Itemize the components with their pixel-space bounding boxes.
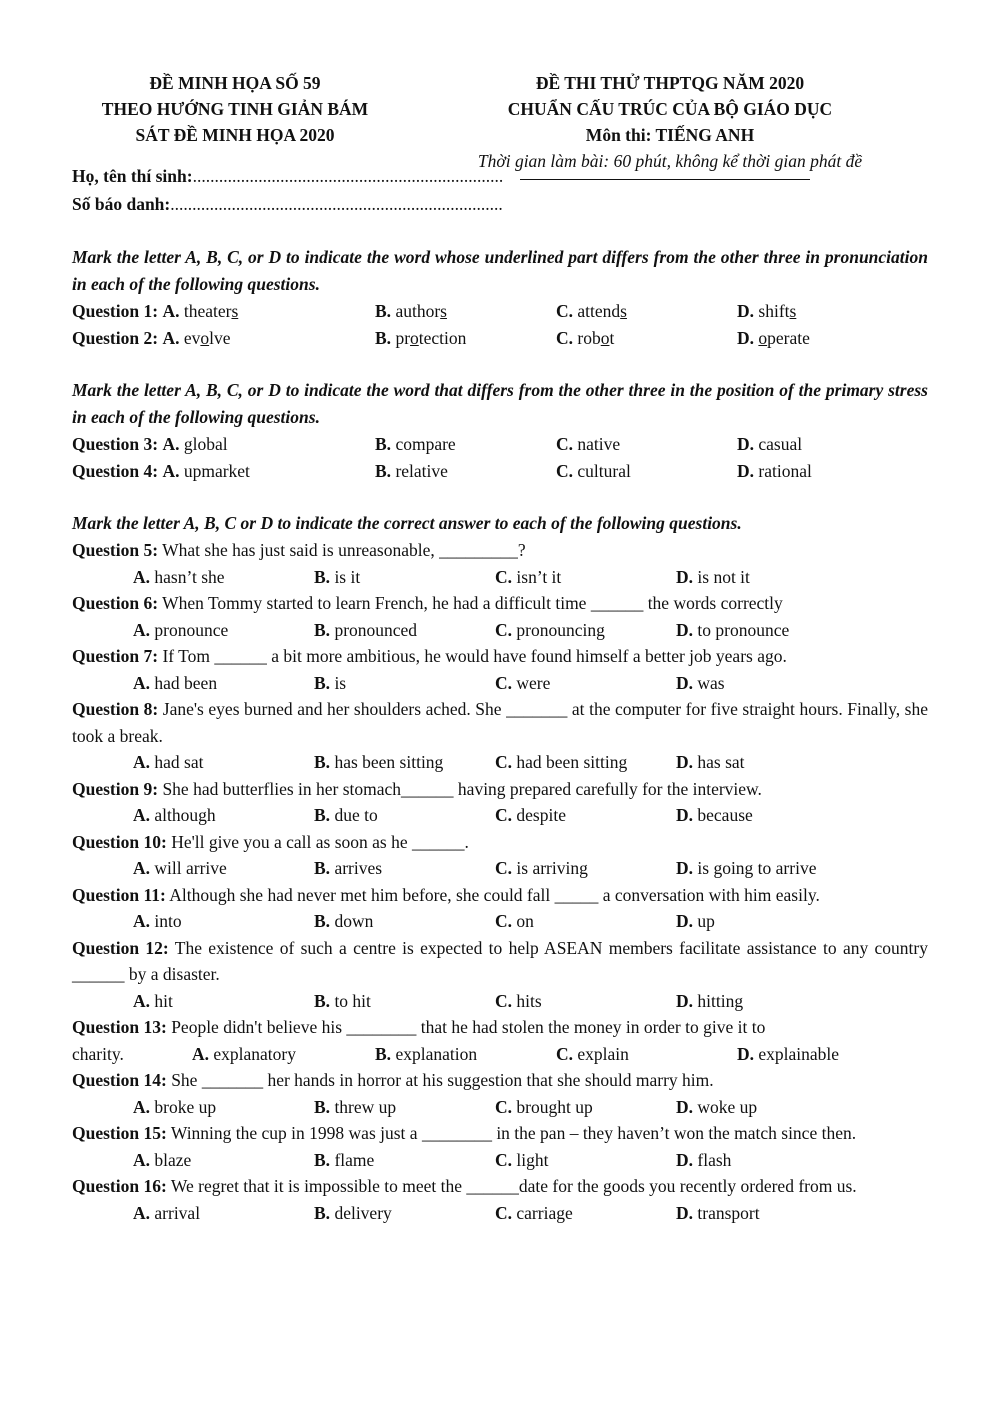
question-stem [72, 1120, 928, 1147]
question-stem [72, 882, 928, 909]
option-text: upmarket [183, 460, 250, 481]
option-letter: C. [556, 434, 574, 454]
option-letter: D. [676, 752, 694, 772]
option-letter: D. [676, 805, 694, 825]
option-a[interactable] [133, 988, 314, 1015]
option-d[interactable] [676, 1200, 857, 1227]
option-text: light [512, 1149, 549, 1170]
underlined-part: s [620, 301, 627, 321]
option-b[interactable] [314, 855, 495, 882]
question-label: Question 10: [72, 831, 167, 852]
header-right-line: ĐỀ THI THỬ THPTQG NĂM 2020 [535, 73, 805, 93]
underlined-part: o [200, 327, 210, 348]
option-text: down [330, 911, 374, 931]
option-letter: D. [676, 990, 694, 1011]
option-letter: B. [375, 460, 392, 481]
option-d[interactable] [676, 855, 857, 882]
option-text: broke up [150, 1096, 217, 1117]
option-a[interactable] [133, 1147, 314, 1174]
options-row [72, 988, 928, 1015]
section-instruction: Mark the letter A, B, C or D to indicate the correct answer to each of the following questions. [72, 513, 742, 533]
question-text: If Tom ______ a bit more ambitious, he would have found himself a better job years ago. [158, 646, 787, 666]
option-letter: C. [495, 566, 513, 587]
question-label: Question 13: [72, 1017, 167, 1037]
options-row [72, 670, 928, 697]
option-text: hit [150, 990, 173, 1011]
option-text: pr [395, 327, 411, 348]
option-letter: D. [676, 566, 694, 587]
question-text: Winning the cup in 1998 was just a ________ in the pan – they haven’t won the match since then. [166, 1123, 857, 1143]
question-row [72, 458, 928, 485]
option-letter: A. [133, 1096, 151, 1117]
option-letter: C. [495, 805, 513, 825]
option-b[interactable] [314, 1200, 495, 1227]
option-d[interactable] [676, 564, 857, 591]
option-a[interactable] [133, 1200, 314, 1227]
option-letter: A. [133, 858, 151, 878]
option-letter: C. [495, 858, 513, 878]
option-b[interactable] [314, 988, 495, 1015]
option-text: casual [758, 434, 803, 454]
header-left [70, 70, 400, 162]
option-text: woke up [693, 1096, 758, 1117]
option-letter: C. [495, 1096, 513, 1117]
question-text: People didn't believe his ________ that he had stolen the money in order to give it to [171, 1017, 766, 1037]
exam-duration: Thời gian làm bài: 60 phút, không kể thời gian phát đề [477, 151, 863, 171]
option-text: pronouncing [512, 619, 605, 640]
option-text: although [150, 805, 216, 825]
option-a[interactable] [133, 564, 314, 591]
option-text: is not it [693, 566, 750, 587]
question-stem [72, 696, 928, 749]
option-text: is it [330, 566, 361, 587]
option-letter: D. [676, 858, 694, 878]
option-a[interactable]: explanatory [213, 1043, 296, 1064]
option-text: delivery [330, 1202, 392, 1223]
option-b[interactable] [314, 802, 495, 829]
question-text: When Tommy started to learn French, he had a difficult time ______ the words correctly [158, 593, 783, 613]
option-d[interactable] [676, 1094, 857, 1121]
option-text: brought up [512, 1096, 593, 1117]
option-c[interactable] [495, 1200, 676, 1227]
option-d[interactable] [676, 1147, 857, 1174]
question-label: Question 6: [72, 593, 159, 613]
option-text: to hit [330, 990, 371, 1011]
option-text: has sat [693, 752, 745, 772]
option-text: arrival [150, 1202, 201, 1223]
option-letter: A. [162, 301, 180, 321]
option-text: pronounced [330, 619, 418, 640]
option-letter: A. [162, 434, 180, 454]
option-letter: B. [314, 672, 331, 693]
option-letter: D. [676, 1149, 694, 1170]
option-c[interactable] [495, 670, 676, 697]
question-label: Question 3: [72, 434, 159, 454]
option-text: isn’t it [512, 566, 562, 587]
option-b[interactable] [314, 908, 495, 935]
question-stem [72, 1014, 928, 1041]
option-letter: C. [556, 460, 574, 481]
option-letter: B. [375, 1043, 392, 1064]
question-text: She _______ her hands in horror at his suggestion that she should marry him. [166, 1070, 714, 1090]
underlined-part: s [440, 301, 447, 321]
option-text: pronounce [150, 619, 229, 640]
option-text: despite [512, 805, 566, 825]
options-row [72, 564, 928, 591]
question-label: Question 7: [72, 646, 159, 666]
option-c[interactable] [495, 1094, 676, 1121]
option-letter: D. [737, 1043, 755, 1064]
option-a[interactable] [133, 855, 314, 882]
option-text: arrives [330, 858, 383, 878]
option-text: will arrive [150, 858, 227, 878]
option-letter: B. [314, 858, 331, 878]
option-text: shift [758, 301, 790, 321]
question-text: What she has just said is unreasonable, _________? [158, 540, 526, 560]
header-left-line: THEO HƯỚNG TINH GIẢN BÁM [101, 99, 369, 119]
option-text: on [512, 911, 534, 931]
option-text: hasn’t she [150, 566, 225, 587]
option-text: hitting [693, 990, 744, 1011]
candidate-id-label: Số báo danh: [72, 194, 171, 214]
option-text: tection [418, 327, 467, 348]
option-c[interactable] [495, 564, 676, 591]
option-letter: C. [495, 990, 513, 1011]
option-text: had sat [150, 752, 204, 772]
options-row [72, 1200, 928, 1227]
option-letter: C. [556, 301, 574, 321]
question-stem [72, 935, 928, 988]
question-label: Question 9: [72, 778, 159, 799]
option-c[interactable] [495, 988, 676, 1015]
option-letter: D. [676, 911, 694, 931]
question-stem [72, 590, 928, 617]
option-c[interactable] [495, 802, 676, 829]
option-letter: A. [133, 990, 151, 1011]
option-b[interactable] [314, 564, 495, 591]
question-stem [72, 1173, 928, 1200]
options-row [72, 1094, 928, 1121]
option-d[interactable]: explainable [758, 1043, 840, 1064]
question-list [72, 537, 928, 1014]
option-text: has been sitting [330, 752, 444, 772]
option-d[interactable] [676, 617, 857, 644]
option-letter: C. [495, 1149, 513, 1170]
option-b[interactable] [314, 1147, 495, 1174]
option-b[interactable] [314, 617, 495, 644]
question-stem [72, 1067, 928, 1094]
option-text: up [693, 911, 715, 931]
option-text: flame [330, 1149, 375, 1170]
underlined-part: o [600, 327, 610, 348]
option-c[interactable]: explain [577, 1043, 629, 1064]
option-letter: D. [676, 1096, 694, 1117]
option-text: hits [512, 990, 542, 1011]
option-letter: A. [133, 672, 151, 693]
option-text: ev [183, 327, 201, 348]
option-b[interactable] [314, 670, 495, 697]
option-text: flash [693, 1149, 732, 1170]
option-c[interactable] [495, 908, 676, 935]
option-a[interactable] [133, 1094, 314, 1121]
option-letter: A. [133, 752, 151, 772]
option-text: because [693, 805, 753, 825]
option-a[interactable] [133, 617, 314, 644]
option-c[interactable] [495, 749, 676, 776]
underlined-part: o [758, 327, 768, 348]
option-d[interactable] [676, 802, 857, 829]
option-text: lve [209, 327, 231, 348]
option-text: is going to arrive [693, 858, 817, 878]
header-left-line: ĐỀ MINH HỌA SỐ 59 [149, 73, 321, 93]
question-stem [72, 829, 928, 856]
option-letter: C. [495, 1202, 513, 1223]
underlined-part: s [789, 301, 797, 321]
option-c[interactable] [495, 855, 676, 882]
option-letter: B. [314, 990, 331, 1011]
option-text: perate [767, 327, 810, 348]
option-text: transport [693, 1202, 760, 1223]
option-letter: C. [495, 752, 513, 772]
question-row [72, 1041, 928, 1068]
option-letter: B. [314, 566, 331, 587]
question-text: We regret that it is impossible to meet the ______date for the goods you recently ordered from us. [166, 1176, 857, 1196]
header-rule [520, 179, 810, 180]
options-row [72, 802, 928, 829]
candidate-id-line [72, 190, 928, 218]
option-letter: D. [676, 1202, 694, 1223]
question-text: She had butterflies in her stomach______ having prepared carefully for the interview. [158, 778, 762, 799]
option-letter: C. [495, 911, 513, 931]
question-label: Question 16: [72, 1176, 167, 1196]
option-text: cultural [577, 460, 631, 481]
options-row [72, 908, 928, 935]
question-label: Question 4: [72, 460, 159, 481]
header-right [420, 70, 920, 171]
option-letter: B. [375, 434, 392, 454]
question-label: Question 11: [72, 884, 166, 905]
option-text: is arriving [512, 858, 588, 878]
option-letter: C. [556, 327, 574, 348]
option-letter: A. [133, 1149, 151, 1170]
question-text: Jane's eyes burned and her shoulders ached. She _______ at the computer for five straight hours. Finally, she took a break. [72, 699, 928, 746]
question-text: charity. [72, 1043, 124, 1064]
option-letter: B. [314, 911, 331, 931]
option-text: rational [758, 460, 812, 481]
option-letter: B. [314, 1202, 331, 1223]
option-text: is [330, 672, 347, 693]
option-letter: B. [375, 327, 392, 348]
option-a[interactable] [133, 908, 314, 935]
option-text: author [395, 301, 441, 321]
option-letter: B. [314, 752, 331, 772]
question-list [72, 1067, 928, 1226]
option-b[interactable] [314, 1094, 495, 1121]
option-text: rob [577, 327, 601, 348]
question-text: Although she had never met him before, she could fall _____ a conversation with him easily. [165, 884, 820, 905]
option-text: carriage [512, 1202, 573, 1223]
exam-page [72, 70, 928, 1226]
option-letter: B. [314, 805, 331, 825]
question-text: He'll give you a call as soon as he ______. [166, 831, 469, 852]
option-letter: A. [133, 911, 151, 931]
option-d[interactable] [676, 749, 857, 776]
option-letter: B. [314, 1149, 331, 1170]
question-label: Question 15: [72, 1123, 167, 1143]
option-letter: D. [737, 460, 755, 481]
option-letter: D. [676, 619, 694, 640]
question-stem [72, 776, 928, 803]
question-row [72, 325, 928, 352]
option-letter: D. [737, 327, 755, 348]
option-text: theater [183, 301, 232, 321]
option-letter: D. [676, 672, 694, 693]
option-c[interactable] [495, 617, 676, 644]
underlined-part: o [410, 327, 419, 348]
option-text: global [183, 434, 228, 454]
option-c[interactable] [495, 1147, 676, 1174]
question-stem [72, 643, 928, 670]
question-label: Question 14: [72, 1070, 167, 1090]
option-letter: B. [375, 301, 392, 321]
header-right-line: Môn thi: TIẾNG ANH [585, 125, 755, 145]
option-b[interactable] [314, 749, 495, 776]
option-letter: B. [314, 1096, 331, 1117]
option-letter: A. [162, 327, 180, 348]
options-row [72, 749, 928, 776]
candidate-name-dots[interactable]: ....................................................................... [192, 166, 504, 186]
options-row [72, 1147, 928, 1174]
option-b[interactable]: explanation [395, 1043, 478, 1064]
question-label: Question 12: [72, 937, 169, 958]
option-d[interactable] [676, 988, 857, 1015]
option-text: blaze [150, 1149, 192, 1170]
question-label: Question 8: [72, 699, 159, 719]
option-a[interactable] [133, 802, 314, 829]
option-letter: C. [556, 1043, 574, 1064]
option-text: to pronounce [693, 619, 790, 640]
section-instruction: Mark the letter A, B, C, or D to indicate the word whose underlined part differs from the other three in pronunciation in each of the following questions. [72, 247, 928, 294]
option-letter: C. [495, 619, 513, 640]
option-a[interactable] [133, 749, 314, 776]
candidate-id-dots[interactable]: ............................................................................ [170, 194, 503, 214]
option-text: relative [395, 460, 448, 481]
question-row [72, 298, 928, 325]
option-text: was [693, 672, 725, 693]
option-text: due to [330, 805, 378, 825]
header-right-line: CHUẨN CẤU TRÚC CỦA BỘ GIÁO DỤC [507, 99, 833, 119]
option-letter: B. [314, 619, 331, 640]
option-text: were [512, 672, 551, 693]
option-text: had been [150, 672, 218, 693]
question-label: Question 1: [72, 301, 159, 321]
option-text: native [577, 434, 621, 454]
option-letter: A. [133, 1202, 151, 1223]
option-text: threw up [330, 1096, 397, 1117]
option-d[interactable] [676, 908, 857, 935]
question-label: Question 5: [72, 540, 159, 560]
options-row [72, 617, 928, 644]
question-stem [72, 537, 928, 564]
option-letter: D. [737, 301, 755, 321]
section-instruction: Mark the letter A, B, C, or D to indicate the word that differs from the other three in the position of the primary stress in each of the following questions. [72, 380, 928, 427]
option-letter: A. [192, 1043, 210, 1064]
option-letter: C. [495, 672, 513, 693]
option-letter: A. [162, 460, 180, 481]
option-text: had been sitting [512, 752, 628, 772]
option-d[interactable] [676, 670, 857, 697]
candidate-name-label: Họ, tên thí sinh: [72, 166, 193, 186]
option-letter: A. [133, 805, 151, 825]
option-letter: D. [737, 434, 755, 454]
options-row [72, 855, 928, 882]
question-label: Question 2: [72, 327, 159, 348]
option-text: t [609, 327, 615, 348]
underlined-part: s [231, 301, 239, 321]
header-left-line: SÁT ĐỀ MINH HỌA 2020 [135, 125, 335, 145]
option-text: compare [395, 434, 456, 454]
option-text: into [150, 911, 182, 931]
option-a[interactable] [133, 670, 314, 697]
option-text: attend [577, 301, 621, 321]
option-letter: A. [133, 619, 151, 640]
exam-header [72, 70, 928, 171]
question-text: The existence of such a centre is expected to help ASEAN members facilitate assistance to any country ______ by a disaster. [72, 937, 928, 984]
question-row [72, 431, 928, 458]
option-letter: A. [133, 566, 151, 587]
